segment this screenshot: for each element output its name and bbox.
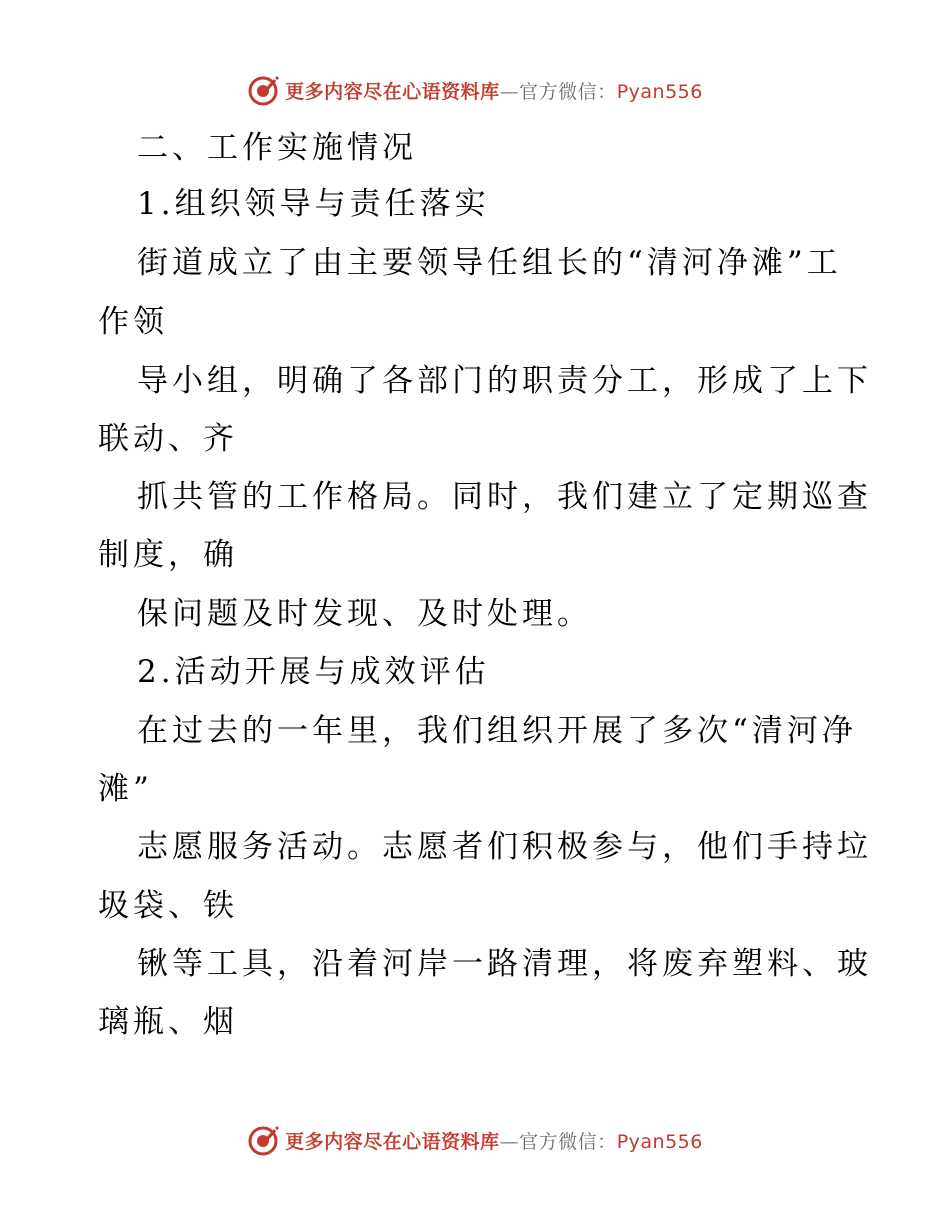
paragraph-line: 志愿服务活动。志愿者们积极参与，他们手持垃	[137, 829, 872, 865]
paragraph-line: 街道成立了由主要领导任组长的“清河净滩”工	[137, 245, 842, 281]
paragraph-line: 联动、齐	[98, 421, 238, 457]
quill-logo-icon	[247, 73, 281, 107]
footer-lead: 更多内容尽在心语资料库	[285, 1130, 500, 1153]
paragraph-line: 制度，确	[98, 537, 238, 573]
header-banner-text	[285, 77, 703, 104]
header-banner	[0, 70, 950, 110]
section-heading: 二、工作实施情况	[137, 130, 417, 166]
paragraph-line: 璃瓶、烟	[98, 1004, 238, 1040]
footer-banner-text	[285, 1127, 703, 1154]
subsection-heading: 2.活动开展与成效评估	[137, 654, 490, 690]
paragraph-line: 圾袋、铁	[98, 888, 238, 924]
footer-banner	[0, 1120, 950, 1160]
footer-wechat-id: Pyan556	[616, 1130, 703, 1153]
subsection-heading: 1.组织领导与责任落实	[137, 186, 490, 222]
paragraph-line: 在过去的一年里，我们组织开展了多次“清河净	[137, 713, 857, 749]
paragraph-line: 锹等工具，沿着河岸一路清理，将废弃塑料、玻	[137, 946, 872, 982]
header-dash: —	[499, 80, 520, 103]
quill-logo-icon	[247, 1123, 281, 1157]
header-wechat-label: 官方微信：	[519, 80, 617, 103]
paragraph-line: 作领	[98, 304, 168, 340]
paragraph-line: 滩”	[98, 771, 153, 807]
paragraph-line: 抓共管的工作格局。同时，我们建立了定期巡查	[137, 479, 872, 515]
footer-wechat-label: 官方微信：	[519, 1130, 617, 1153]
header-lead: 更多内容尽在心语资料库	[285, 80, 500, 103]
footer-dash: —	[499, 1130, 520, 1153]
paragraph-line: 保问题及时发现、及时处理。	[137, 596, 592, 632]
header-wechat-id: Pyan556	[616, 80, 703, 103]
paragraph-line: 导小组，明确了各部门的职责分工，形成了上下	[137, 363, 872, 399]
